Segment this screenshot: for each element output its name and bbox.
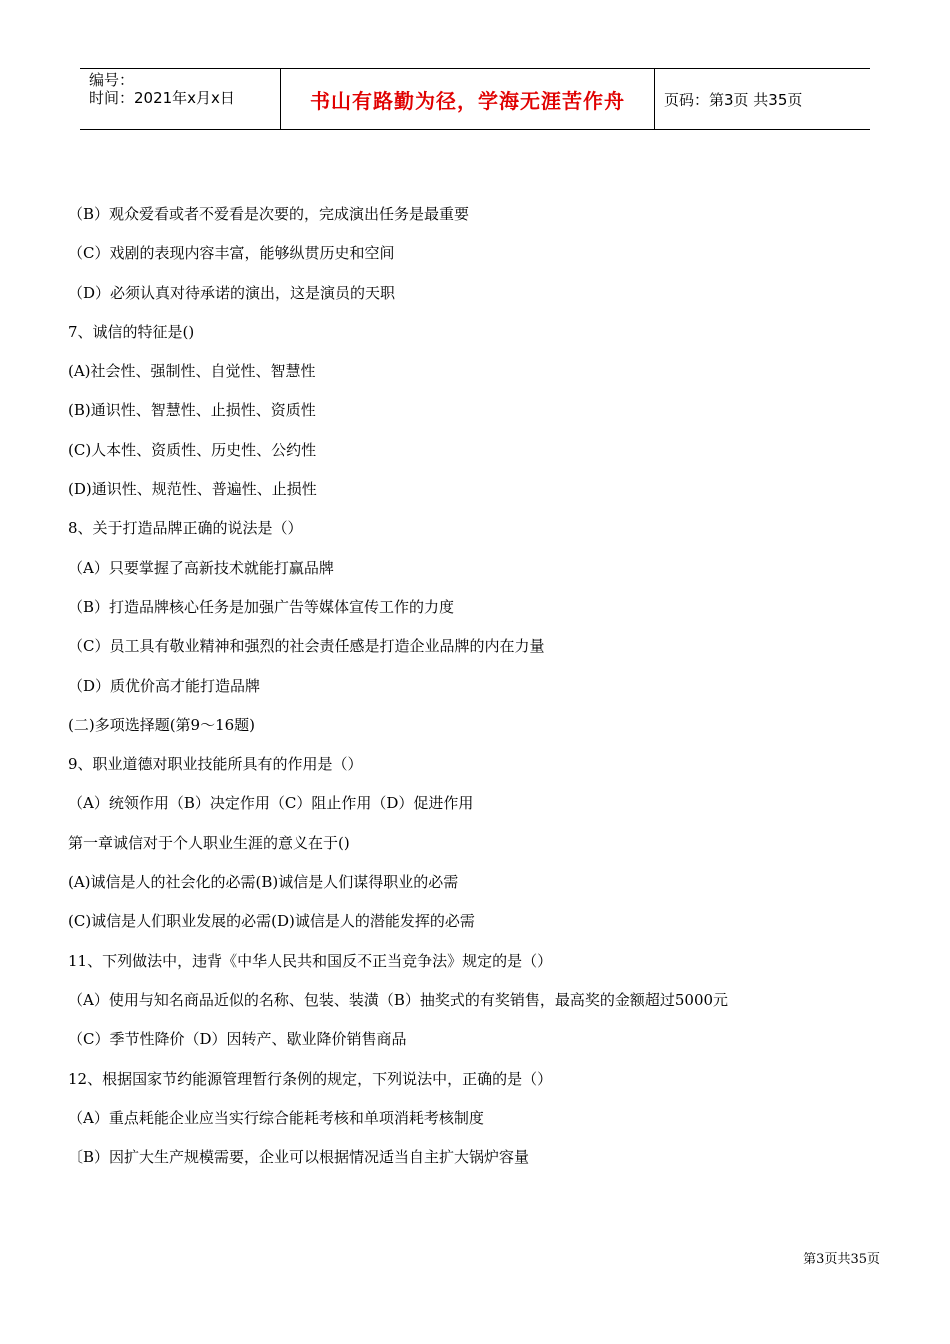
- text-line: （A）重点耗能企业应当实行综合能耗考核和单项消耗考核制度: [68, 1108, 484, 1127]
- text-line: （A）使用与知名商品近似的名称、包装、装潢（B）抽奖式的有奖销售，最高奖的金额超过5000元: [68, 990, 729, 1009]
- text-line: 〔B）因扩大生产规模需要，企业可以根据情况适当自主扩大锅炉容量: [68, 1148, 530, 1167]
- time-label: 时间：2021年x月x日: [89, 89, 235, 107]
- text-line: （D）质优价高才能打造品牌: [68, 676, 261, 695]
- document-body: [68, 200, 868, 1182]
- header-motto: 书山有路勤为径，学海无涯苦作舟: [281, 69, 655, 129]
- text-line: (A)诚信是人的社会化的必需(B)诚信是人们谋得职业的必需: [68, 873, 459, 892]
- text-line: (C)诚信是人们职业发展的必需(D)诚信是人的潜能发挥的必需: [68, 912, 475, 931]
- text-line: (D)通识性、规范性、普遍性、止损性: [68, 480, 317, 499]
- text-line: (A)社会性、强制性、自觉性、智慧性: [68, 362, 316, 381]
- header-meta: [80, 69, 281, 129]
- text-line: （D）必须认真对待承诺的演出，这是演员的天职: [68, 283, 396, 302]
- text-line: （C）戏剧的表现内容丰富，能够纵贯历史和空间: [68, 244, 395, 263]
- header-page-info: 页码：第3页 共35页: [664, 90, 803, 109]
- question-9: 9、职业道德对职业技能所具有的作用是（）: [68, 755, 363, 774]
- text-line: （A）只要掌握了高新技术就能打赢品牌: [68, 558, 334, 577]
- question-12: 12、根据国家节约能源管理暂行条例的规定，下列说法中，正确的是（）: [68, 1069, 553, 1088]
- question-8: 8、关于打造品牌正确的说法是（）: [68, 519, 303, 538]
- page-footer: 第3页共35页: [803, 1252, 880, 1267]
- question-11: 11、下列做法中，违背《中华人民共和国反不正当竞争法》规定的是（）: [68, 951, 553, 970]
- question-7: 7、诚信的特征是(): [68, 322, 195, 341]
- question-10: 第一章诚信对于个人职业生涯的意义在于(): [68, 833, 350, 852]
- text-line: （C）季节性降价（D）因转产、歇业降价销售商品: [68, 1030, 407, 1049]
- text-line: （B）观众爱看或者不爱看是次要的，完成演出任务是最重要: [68, 205, 470, 223]
- text-line: （A）统领作用（B）决定作用（C）阻止作用（D）促进作用: [68, 794, 474, 813]
- text-line: （C）员工具有敬业精神和强烈的社会责任感是打造企业品牌的内在力量: [68, 637, 545, 656]
- section-heading: (二)多项选择题(第9～16题): [68, 715, 256, 734]
- number-label: 编号：: [89, 71, 135, 89]
- page-header: [80, 68, 870, 130]
- text-line: (B)通识性、智慧性、止损性、资质性: [68, 401, 316, 420]
- text-line: （B）打造品牌核心任务是加强广告等媒体宣传工作的力度: [68, 597, 455, 616]
- text-line: (C)人本性、资质性、历史性、公约性: [68, 440, 317, 459]
